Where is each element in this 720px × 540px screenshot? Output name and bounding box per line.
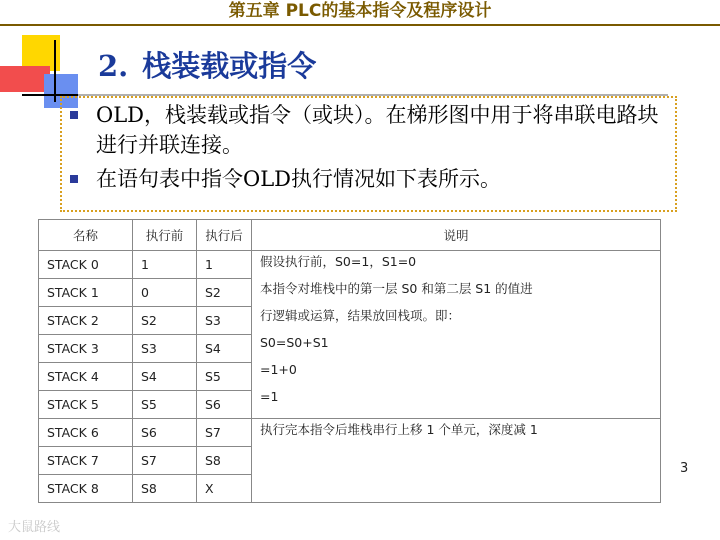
header-name: 名称 (39, 220, 133, 251)
decor-red-square (0, 66, 50, 92)
bullet-item (70, 164, 660, 194)
cell-after: S2 (197, 279, 252, 307)
description-line: S0=S0+S1 (260, 335, 329, 350)
cell-name: STACK 5 (39, 391, 133, 419)
description-line: =1+0 (260, 362, 297, 377)
description-line: 行逻辑或运算，结果放回栈项。即： (260, 308, 461, 323)
cell-before: S3 (133, 335, 197, 363)
decor-vertical-line (54, 40, 56, 102)
cell-after: S8 (197, 447, 252, 475)
bullet-square-icon (70, 111, 78, 119)
description-line: 假设执行前，S0=1，S1=0 (260, 254, 417, 269)
cell-after: 1 (197, 251, 252, 279)
cell-after: X (197, 475, 252, 503)
table-row (39, 419, 661, 447)
cell-before: S4 (133, 363, 197, 391)
table-row (39, 251, 661, 279)
stack-table (38, 219, 661, 503)
cell-before: S6 (133, 419, 197, 447)
header-before: 执行前 (133, 220, 197, 251)
watermark: 大鼠路线 (8, 520, 61, 535)
description-line: 本指令对堆栈中的第一层 S0 和第二层 S1 的值进 (260, 281, 533, 296)
cell-before: S7 (133, 447, 197, 475)
header-after: 执行后 (197, 220, 252, 251)
description-cell (252, 419, 661, 503)
bullet-item (70, 100, 660, 160)
bullet-square-icon (70, 175, 78, 183)
cell-name: STACK 0 (39, 251, 133, 279)
bullet-box (60, 96, 677, 212)
heading-text: 栈装载或指令 (142, 49, 317, 83)
cell-name: STACK 3 (39, 335, 133, 363)
chapter-title: 第五章 PLC的基本指令及程序设计 (228, 1, 492, 21)
cell-after: S7 (197, 419, 252, 447)
description-cell (252, 251, 661, 419)
cell-after: S4 (197, 335, 252, 363)
description-line: 执行完本指令后堆栈串行上移 1 个单元，深度减 1 (260, 422, 538, 437)
cell-name: STACK 7 (39, 447, 133, 475)
cell-after: S3 (197, 307, 252, 335)
cell-before: 0 (133, 279, 197, 307)
header-description: 说明 (252, 220, 661, 251)
slide-heading (98, 44, 316, 85)
table-header-row (39, 220, 661, 251)
cell-name: STACK 2 (39, 307, 133, 335)
cell-name: STACK 1 (39, 279, 133, 307)
cell-after: S6 (197, 391, 252, 419)
page-number: 3 (680, 461, 689, 476)
cell-before: 1 (133, 251, 197, 279)
bullet-text: 在语句表中指令OLD执行情况如下表所示。 (96, 167, 501, 191)
cell-after: S5 (197, 363, 252, 391)
heading-number: 2. (98, 49, 129, 83)
description-line: =1 (260, 389, 279, 404)
cell-name: STACK 4 (39, 363, 133, 391)
cell-before: S8 (133, 475, 197, 503)
cell-name: STACK 6 (39, 419, 133, 447)
bullet-text: OLD，栈装载或指令（或块）。在梯形图中用于将串联电路块进行并联连接。 (96, 103, 659, 157)
cell-name: STACK 8 (39, 475, 133, 503)
title-rule (0, 24, 720, 26)
cell-before: S2 (133, 307, 197, 335)
cell-before: S5 (133, 391, 197, 419)
